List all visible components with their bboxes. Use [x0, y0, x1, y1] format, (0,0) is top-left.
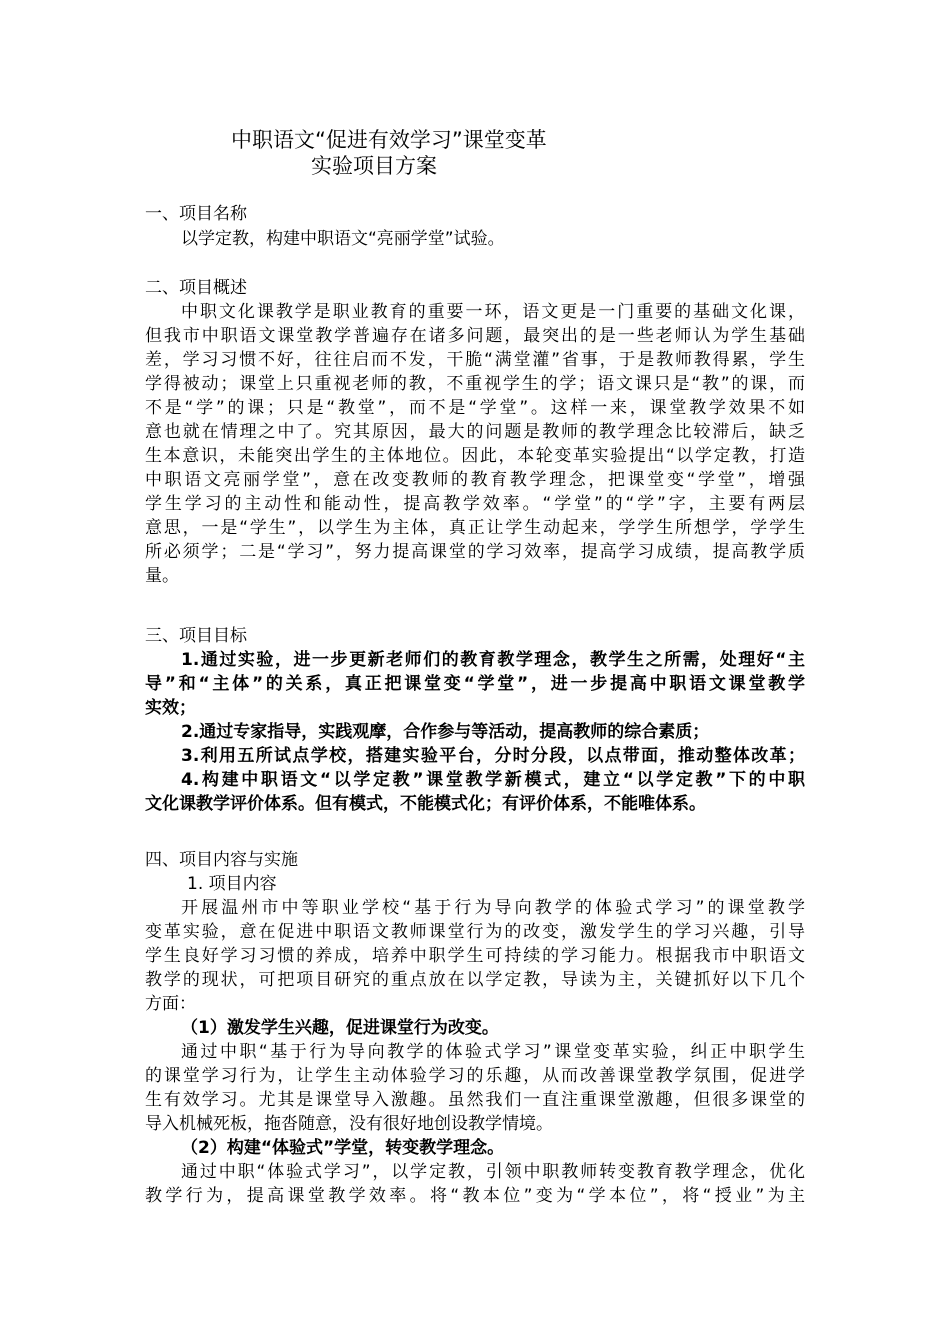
- document-subtitle: 实验项目方案: [311, 154, 437, 178]
- paragraph-line: 差，学习习惯不好，往往启而不发，干脆“满堂灌”省事，于是教师教得累，学生: [145, 350, 805, 370]
- paragraph-line: 导入机械死板，拖沓随意，没有很好地创设教学情境。: [145, 1114, 553, 1134]
- paragraph-line: 中职语文亮丽学堂”，意在改变教师的教育教学理念，把课堂变“学堂”，增强: [145, 470, 805, 490]
- paragraph-line: 量。: [145, 566, 179, 586]
- paragraph-line: 生有效学习。尤其是课堂导入激趣。虽然我们一直注重课堂激趣，但很多课堂的: [145, 1090, 805, 1110]
- subsection-heading: 1. 项目内容: [187, 874, 277, 894]
- goal-line: 2.通过专家指导，实践观摩，合作参与等活动，提高教师的综合素质；: [181, 722, 710, 742]
- paragraph-line: 通过中职“基于行为导向教学的体验式学习”课堂变革实验，纠正中职学生: [181, 1042, 805, 1062]
- paragraph-line: 意思，一是“学生”，以学生为主体，真正让学生动起来，学学生所想学，学学生: [145, 518, 805, 538]
- paragraph-line: 开展温州市中等职业学校“基于行为导向教学的体验式学习”的课堂教学: [181, 898, 805, 918]
- section-heading: 二、项目概述: [145, 278, 247, 298]
- item-heading: （1）激发学生兴趣，促进课堂行为改变。: [181, 1018, 499, 1038]
- goal-line: 4.构建中职语文“以学定教”课堂教学新模式，建立“以学定教”下的中职: [181, 770, 805, 790]
- paragraph-line: 学生良好学习习惯的养成，培养中职学生可持续的学习能力。根据我市中职语文: [145, 946, 805, 966]
- paragraph-line: 变革实验，意在促进中职语文教师课堂行为的改变，激发学生的学习兴趣，引导: [145, 922, 805, 942]
- paragraph-line: 以学定教，构建中职语文“亮丽学堂”试验。: [181, 229, 505, 249]
- document-title: 中职语文“促进有效学习”课堂变革: [231, 128, 547, 152]
- goal-line: 实效；: [145, 698, 196, 718]
- paragraph-line: 通过中职“体验式学习”，以学定教，引领中职教师转变教育教学理念，优化: [181, 1162, 805, 1182]
- goal-line: 3.利用五所试点学校，搭建实验平台，分时分段，以点带面，推动整体改革；: [181, 746, 805, 766]
- paragraph-line: 但我市中职语文课堂教学普遍存在诸多问题，最突出的是一些老师认为学生基础: [145, 326, 805, 346]
- section-heading: 四、项目内容与实施: [145, 850, 298, 870]
- paragraph-line: 学得被动；课堂上只重视老师的教，不重视学生的学；语文课只是“教”的课，而: [145, 374, 805, 394]
- goal-line: 导”和“主体”的关系，真正把课堂变“学堂”，进一步提高中职语文课堂教学: [145, 674, 805, 694]
- paragraph-line: 教学行为，提高课堂教学效率。将“教本位”变为“学本位”，将“授业”为主: [145, 1186, 805, 1206]
- section-heading: 一、项目名称: [145, 204, 247, 224]
- paragraph-line: 中职文化课教学是职业教育的重要一环，语文更是一门重要的基础文化课，: [181, 302, 805, 322]
- item-heading: （2）构建“体验式”学堂，转变教学理念。: [181, 1138, 505, 1158]
- paragraph-line: 学生学习的主动性和能动性，提高教学效率。“学堂”的“学”字，主要有两层: [145, 494, 805, 514]
- paragraph-line: 生本意识，未能突出学生的主体地位。因此，本轮变革实验提出“以学定教，打造: [145, 446, 805, 466]
- goal-line: 1.通过实验，进一步更新老师们的教育教学理念，教学生之所需，处理好“主: [181, 650, 805, 670]
- paragraph-line: 方面：: [145, 994, 196, 1014]
- paragraph-line: 不是“学”的课；只是“教堂”，而不是“学堂”。这样一来，课堂教学效果不如: [145, 398, 805, 418]
- paragraph-line: 的课堂学习行为，让学生主动体验学习的乐趣，从而改善课堂教学氛围，促进学: [145, 1066, 805, 1086]
- paragraph-line: 所必须学；二是“学习”，努力提高课堂的学习效率，提高学习成绩，提高教学质: [145, 542, 805, 562]
- section-heading: 三、项目目标: [145, 626, 247, 646]
- goal-line: 文化课教学评价体系。但有模式，不能模式化；有评价体系，不能唯体系。: [145, 794, 706, 814]
- paragraph-line: 意也就在情理之中了。究其原因，最大的问题是教师的教学理念比较滞后，缺乏: [145, 422, 805, 442]
- paragraph-line: 教学的现状，可把项目研究的重点放在以学定教，导读为主，关键抓好以下几个: [145, 970, 805, 990]
